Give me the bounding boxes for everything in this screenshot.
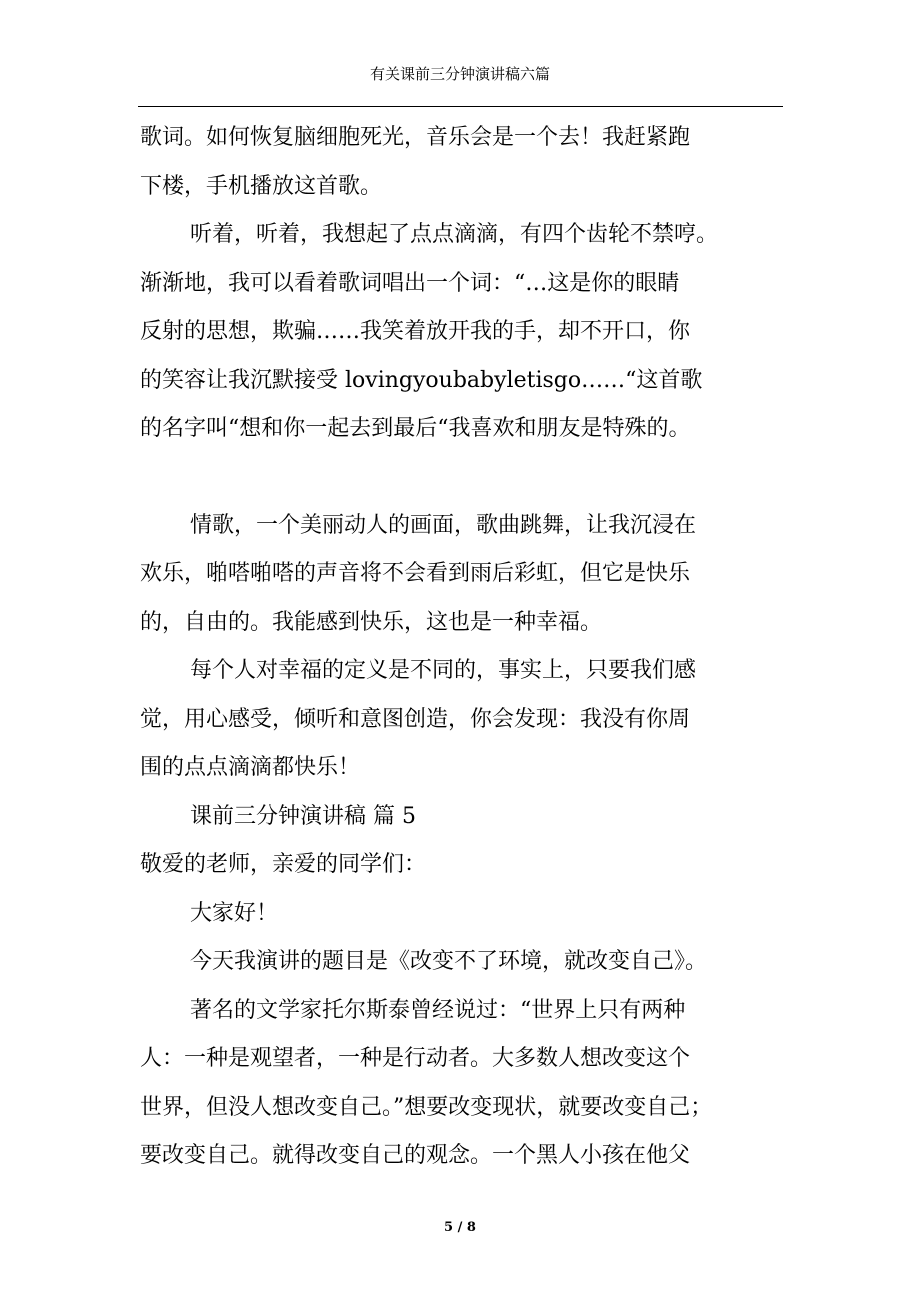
text-line: 欢乐，啪嗒啪嗒的声音将不会看到雨后彩虹，但它是快乐 [140, 561, 691, 586]
text-line: 的笑容让我沉默接受 lovingyoubabyletisgo……“这首歌 [140, 367, 703, 393]
text-line: 下楼，手机播放这首歌。 [140, 173, 383, 199]
text-line: 情歌，一个美丽动人的画面，歌曲跳舞，让我沉浸在 [190, 512, 697, 538]
text-line: 听着，听着，我想起了点点滴滴，有四个齿轮不禁哼。 [190, 222, 719, 247]
text-line: 世界，但没人想改变自己。”想要改变现状，就要改变自己； [140, 1094, 713, 1120]
header-rule [138, 106, 783, 107]
text-line: 的名字叫“想和你一起去到最后“我喜欢和朋友是特殊的。 [140, 416, 691, 441]
text-line: 歌词。如何恢复脑细胞死光，音乐会是一个去！我赶紧跑 [140, 125, 691, 150]
text-line: 今天我演讲的题目是《改变不了环境，就改变自己》。 [190, 949, 708, 974]
greeting: 大家好！ [190, 900, 279, 926]
text-line: 反射的思想，欺骗……我笑着放开我的手，却不开口，你 [140, 319, 691, 344]
text-line: 人：一种是观望者，一种是行动者。大多数人想改变这个 [140, 1046, 691, 1071]
paragraph-gap [140, 454, 770, 502]
section-heading: 课前三分钟演讲稿 篇 5 [190, 803, 416, 829]
text-line: 著名的文学家托尔斯泰曾经说过：“世界上只有两种 [190, 997, 686, 1023]
text-line: 围的点点滴滴都快乐！ [140, 755, 361, 780]
text-line: 要改变自己。就得改变自己的观念。一个黑人小孩在他父 [140, 1143, 691, 1168]
salutation: 敬爱的老师，亲爱的同学们： [140, 852, 427, 877]
text-line: 觉，用心感受，倾听和意图创造，你会发现：我没有你周 [140, 706, 691, 732]
text-line: 渐渐地，我可以看着歌词唱出一个词：“…这是你的眼睛 [140, 270, 680, 296]
page-header-title: 有关课前三分钟演讲稿六篇 [369, 65, 550, 83]
text-line: 每个人对幸福的定义是不同的，事实上，只要我们感 [190, 658, 697, 683]
text-line: 的，自由的。我能感到快乐，这也是一种幸福。 [140, 609, 603, 635]
page-number: 5 / 8 [444, 1220, 476, 1235]
document-body [140, 114, 770, 1181]
